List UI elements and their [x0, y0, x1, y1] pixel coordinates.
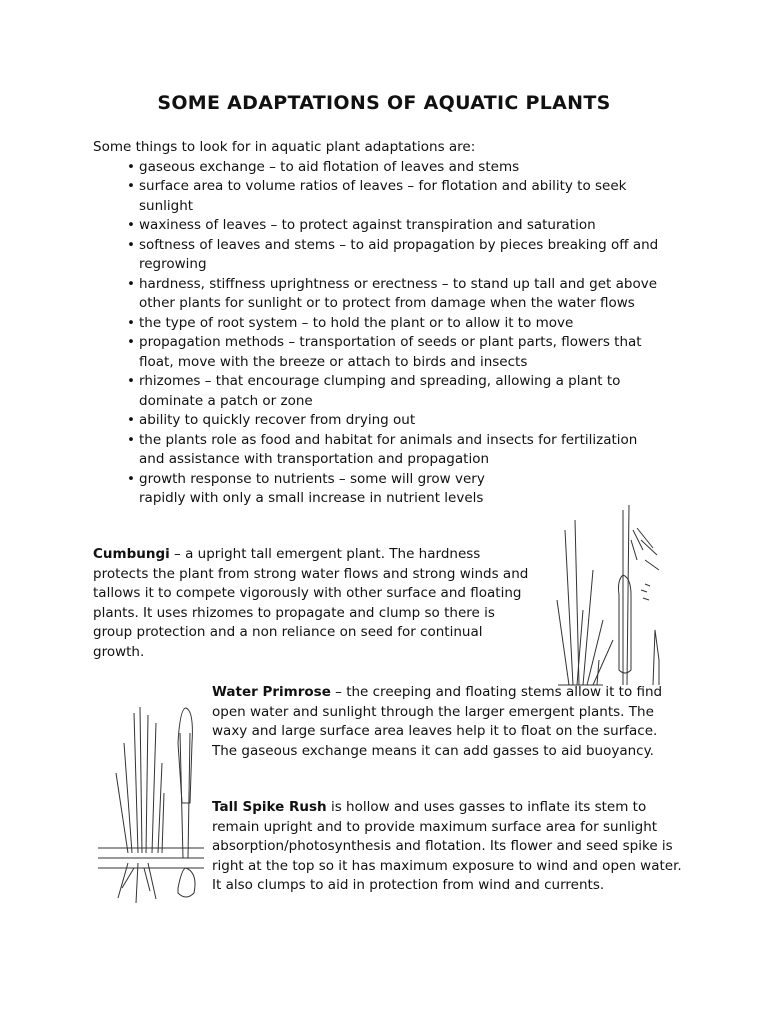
list-item: • softness of leaves and stems – to aid propagation by pieces breaking off and regrowing [127, 236, 659, 272]
list-item: • gaseous exchange – to aid flotation of leaves and stems [127, 158, 520, 175]
intro-section [93, 138, 693, 509]
list-item: • ability to quickly recover from drying out [127, 412, 416, 428]
adaptation-list [93, 158, 693, 509]
page-title: SOME ADAPTATIONS OF AQUATIC PLANTS [157, 92, 611, 114]
tall-spike-rush-paragraph: Tall Spike Rush is hollow and uses gasses to inflate its stem to remain upright and to provide maximum surface area for sunlight absorption/photosynthesis and flotation. Its flower and seed spike is right at the top so it has maximum exposure to wind and open water. It also clumps to aid in protection from wind and currents. [212, 799, 682, 893]
list-item: • rhizomes – that encourage clumping and spreading, allowing a plant to dominate a patch or zone [127, 373, 621, 409]
water-primrose-paragraph: Water Primrose – the creeping and floating stems allow it to find open water and sunlight through the larger emergent plants. The waxy and large surface area leaves help it to float on the surface. The gaseous exchange means it can add gasses to aid buoyancy. [212, 684, 663, 759]
list-item: • growth response to nutrients – some will grow very rapidly with only a small increase in nutrient levels [127, 470, 485, 506]
list-item: • the plants role as food and habitat for animals and insects for fertilization and assistance with transportation and propagation [127, 431, 638, 467]
cumbungi-paragraph: Cumbungi – a upright tall emergent plant. The hardness protects the plant from strong water flows and strong winds and tallows it to compete vigorously with other surface and floating plants. It uses rhizomes to propagate and clump so there is group protection and a non reliance on seed for continual growth. [93, 546, 529, 660]
water-primrose-illustration [98, 703, 208, 913]
list-item: • the type of root system – to hold the plant or to allow it to move [127, 314, 574, 331]
tall-spike-rush-term: Tall Spike Rush [212, 799, 327, 815]
list-item: • propagation methods – transportation of seeds or plant parts, flowers that float, move with the breeze or attach to birds and insects [127, 334, 642, 370]
list-item: • waxiness of leaves – to protect against transpiration and saturation [127, 217, 596, 233]
list-item: • hardness, stiffness uprightness or erectness – to stand up tall and get above other plants for sunlight or to protect from damage when the water flows [127, 275, 658, 311]
list-item: • surface area to volume ratios of leaves – for flotation and ability to seek sunlight [127, 178, 627, 214]
water-primrose-term: Water Primrose [212, 684, 331, 700]
cumbungi-term: Cumbungi [93, 546, 170, 562]
intro-text: Some things to look for in aquatic plant adaptations are: [93, 139, 476, 155]
cumbungi-illustration [553, 500, 673, 690]
